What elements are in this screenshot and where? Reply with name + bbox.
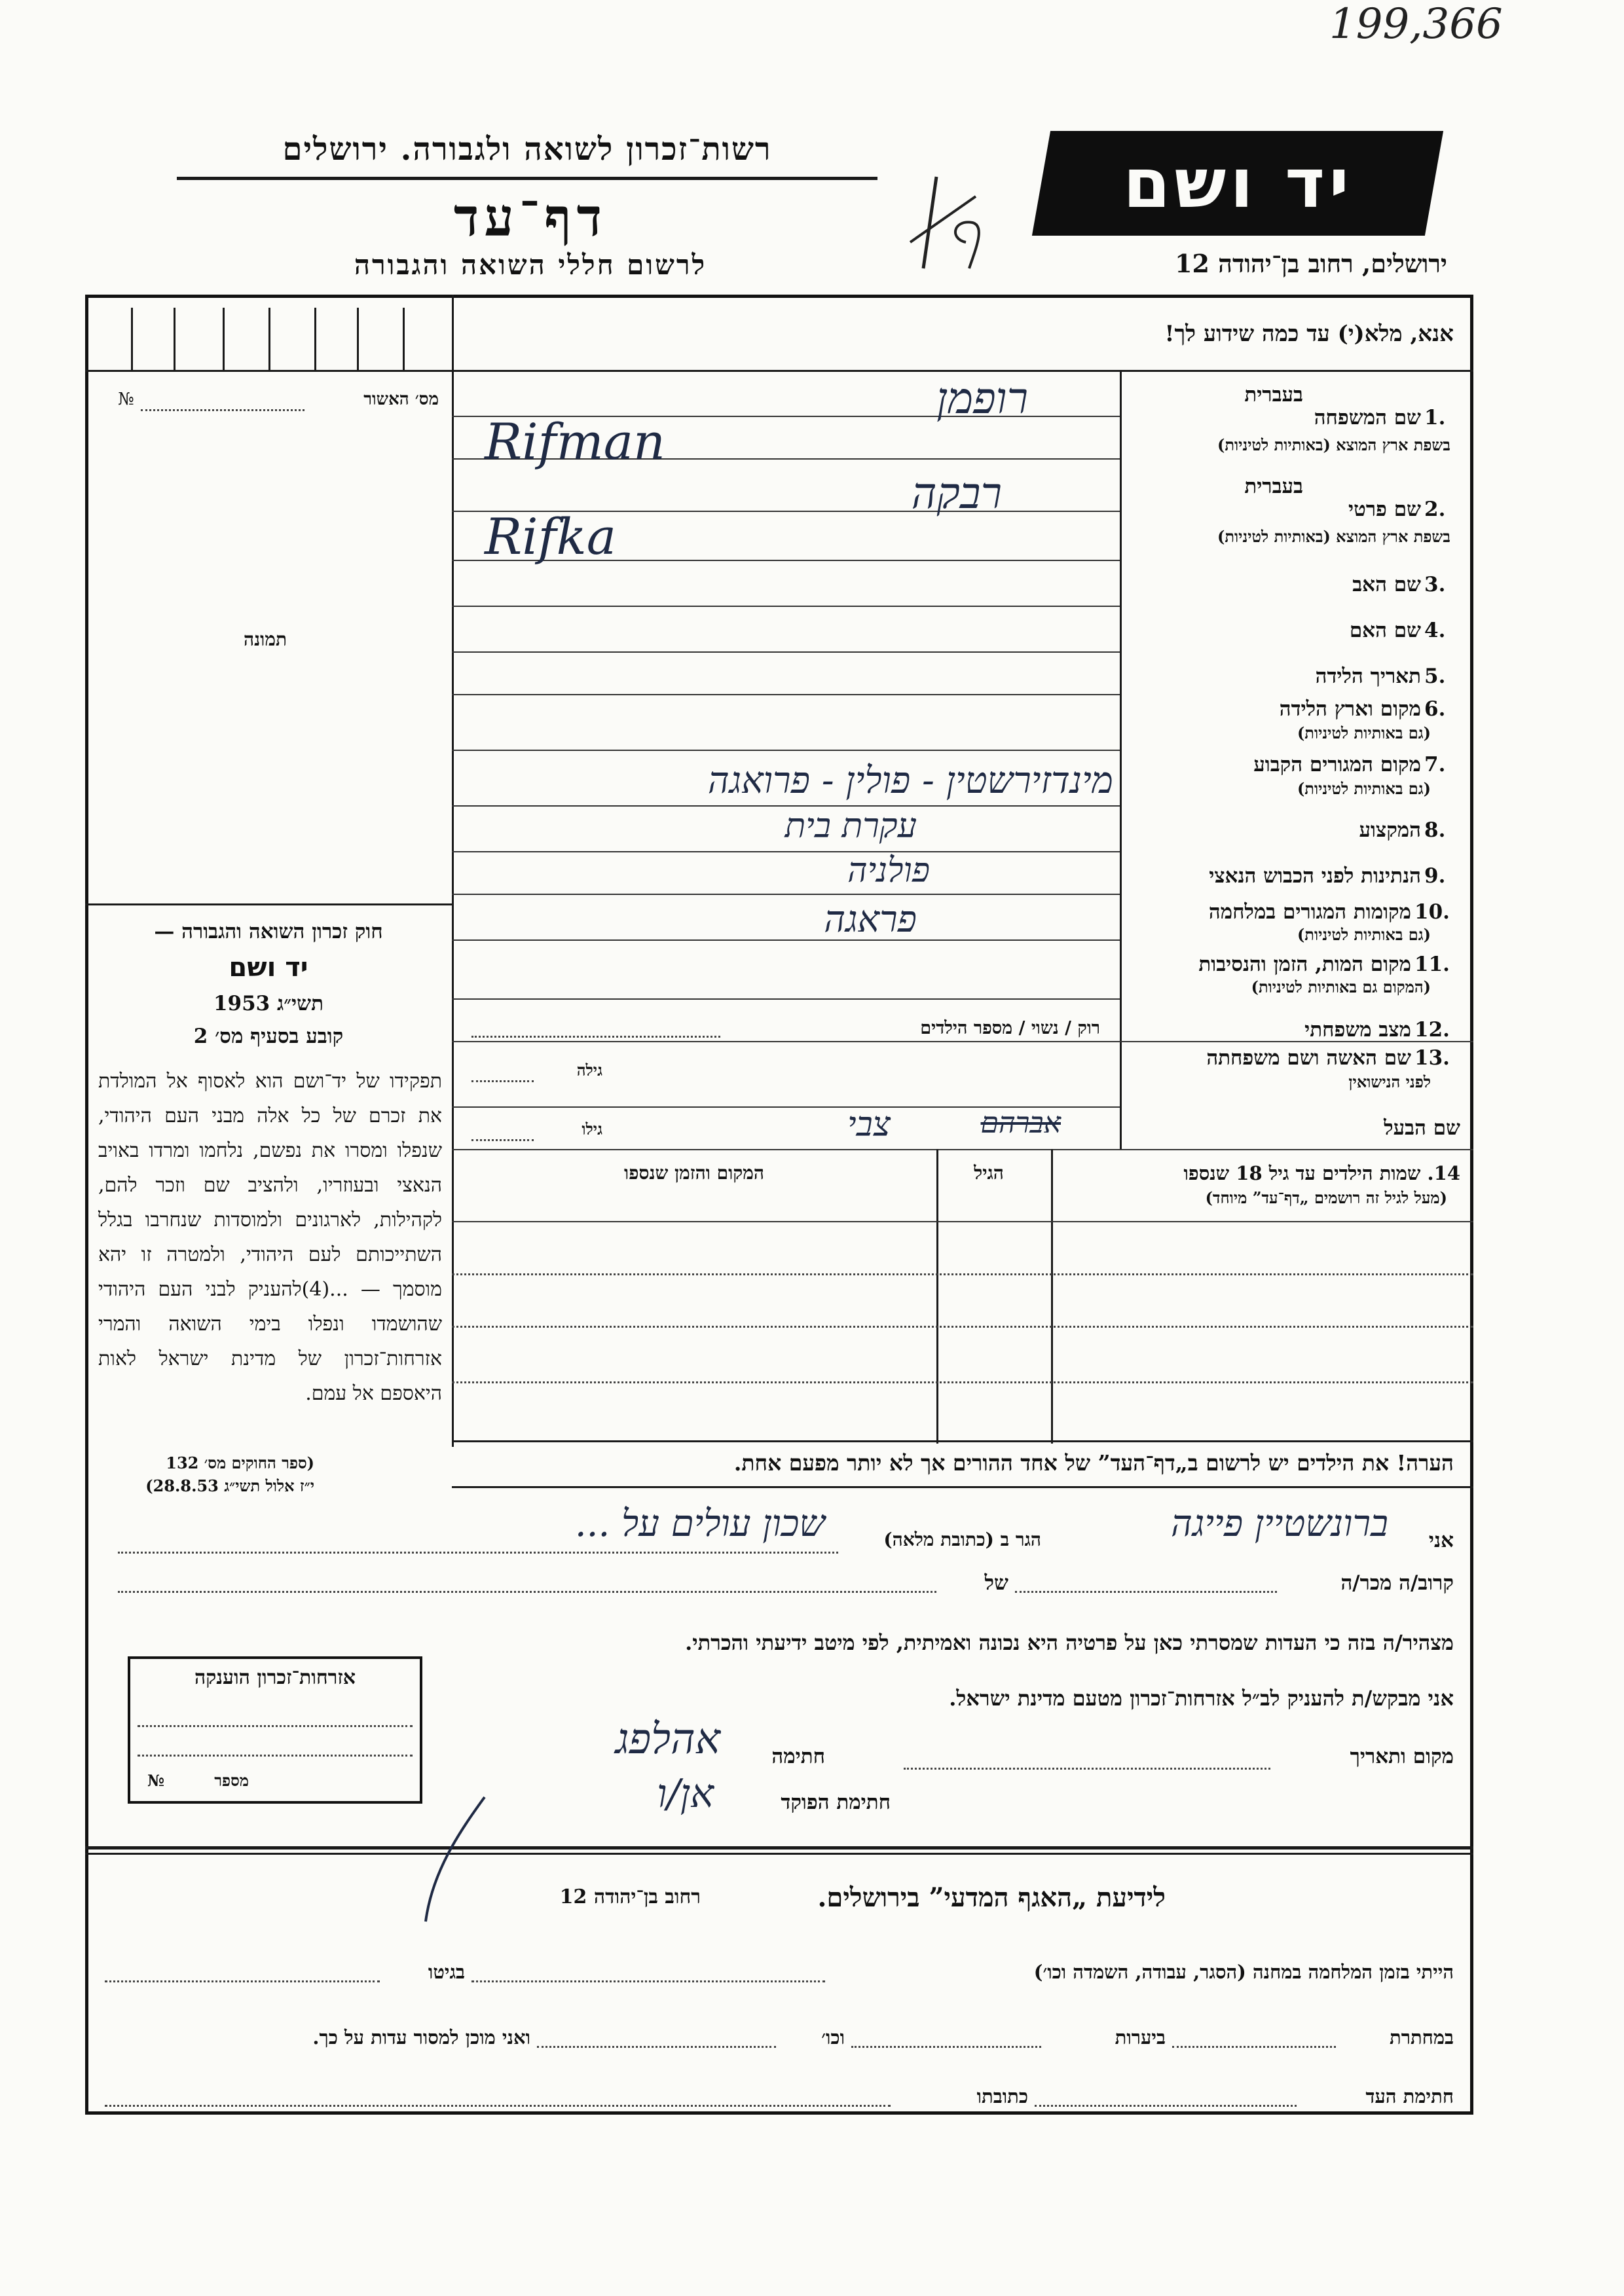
footer-etc: וכו׳ [821,2026,845,2049]
in-hebrew-label-2: בעברית [1244,475,1303,498]
relative-line [1015,1591,1277,1593]
field-11-label: מקום המות, הזמן והנסיבות [1198,953,1411,976]
age-label-female: גילה [576,1061,602,1080]
statement: מצהיר/ה בזה כי העדות שמסרתי כאן על פרטיה היא נכונה ואמיתית, לפי מיטב ידיעתי והכרתי. [685,1630,1454,1655]
field-9-value[interactable]: פולניה [847,851,930,890]
address-line: ירושלים, רחוב בן־יהודה 12 [1175,249,1447,278]
note-bottom-rule [452,1486,1473,1488]
field-4-label: שם האם [1349,619,1421,642]
yad-vashem-logo [1032,131,1443,236]
field-8-number: 8. [1424,818,1446,842]
field-7-number: 7. [1424,753,1446,776]
approval-number-label: מס׳ האשור [363,390,439,409]
children-place-header: המקום והזמן שנספו [624,1162,764,1184]
children-row-dots [452,1326,1473,1328]
field-2-value-latin[interactable]: Rifka [485,507,617,566]
approval-number-sign: № [118,390,134,409]
citizenship-request: אני מבקש/ת להעניק לב״ל אזרחות־זכרון מטעם מדינת ישראל. [949,1686,1454,1711]
footer-witness-sig: חתימת העד [1365,2085,1454,2107]
declarant-address[interactable]: שכון עולים על ... [574,1503,825,1545]
box-tick [357,308,359,370]
field-2-value-hebrew[interactable]: רבקה [911,468,1002,519]
children-row-dots [452,1381,1473,1383]
official-signature-value[interactable]: אן/ו [657,1771,714,1817]
official-signature-label: חתימת הפוקד [781,1791,891,1814]
age-label-male: גילו [581,1120,602,1139]
field-6-label: מקום וארץ הלידה [1279,697,1421,721]
pen-stroke-icon [419,1794,498,1925]
field-3-number: 3. [1424,573,1446,596]
request-line: אנא, מלא(י) עד כמה שידוע לך! [1164,321,1454,347]
hand-mark [904,164,1008,275]
footer-ghetto-line [105,1980,380,1982]
law-name: יד ושם [229,953,308,983]
document-subtitle: לרשום חללי השואה והגבורה [354,249,707,281]
citizenship-number-sign: № [147,1771,165,1790]
age-female-line [471,1080,534,1082]
row-rule [452,894,1120,895]
law-title: חוק זכרון השואה והגבורה — [154,920,383,943]
of-line [118,1591,936,1593]
residing-label: הגר ב (כתובת מלאה) [883,1529,1041,1550]
field-12-label: מצב משפחתי [1304,1018,1411,1042]
field-9-label: הנתינות לפני הכבוש הנאצי [1209,864,1421,888]
address-line [118,1552,838,1554]
declarant-name[interactable]: ברונשטיין פייגה [1171,1503,1388,1545]
field-7-label: מקום המגורים הקבוע [1253,753,1421,776]
declarant-i-label: אני [1428,1529,1454,1552]
hand-mark-icon [904,164,1008,275]
footer-address: כתובתו [976,2085,1028,2107]
box-tick [314,308,316,370]
children-label: 14. שמות הילדים עד גיל 18 שנספו [1183,1162,1460,1184]
law-ref-2: י״ז אלול תשי״ג 28.8.53) [145,1476,314,1495]
approval-number-line [141,409,304,411]
authority-title: רשות־זכרון לשואה ולגבורה. ירושלים [282,131,772,168]
footer-underground: במחתרת [1390,2026,1454,2049]
field-1-label: שם המשפחה [1314,406,1421,429]
box-tick [268,308,270,370]
husband-value[interactable]: צבי [847,1105,891,1144]
field-13-sub: לפני הנישואין [1348,1072,1431,1091]
field-6-number: 6. [1424,697,1446,721]
age-male-line [471,1139,534,1141]
field-11-sub: (המקום גם באותיות לטיניות) [1251,977,1431,996]
relative-label: קרוב/ה מכר/ה [1340,1571,1454,1595]
field-10-number: 10. [1414,900,1450,924]
citizenship-box-line [138,1755,413,1757]
field-10-label: מקומות המגורים במלחמה [1208,900,1411,924]
top-row-rule [85,370,1473,372]
place-date-label: מקום ותאריך [1350,1745,1454,1768]
field-5-number: 5. [1424,665,1446,688]
footer-witness-line [1035,2105,1297,2107]
field-4-number: 4. [1424,619,1446,642]
field-12-number: 12. [1414,1018,1450,1042]
footer-rule [85,1846,1473,1850]
row-rule [452,694,1120,695]
field-8-value[interactable]: עקרת בית [784,807,917,846]
footer-notice: לידיעת „האגף המדעי” בירושלים. [817,1882,1166,1913]
footer-underground-line [1172,2046,1336,2048]
photo-label: תמונה [243,629,287,650]
children-age-header: הגיל [974,1162,1004,1184]
archive-number: 199,366 [1329,0,1503,48]
field-2-label: שם פרטי [1348,498,1421,521]
field-13-label: שם האשה ושם משפחתה [1206,1046,1411,1070]
marital-options: רוק / נשוי / מספר הילדים [920,1018,1100,1038]
footer-forests: ביערות [1115,2026,1166,2049]
field-7-sub: (גם באותיות לטיניות) [1297,779,1431,798]
children-note: הערה! את הילדים יש לרשום ב„דף־העד” של אחד ההורים אך לא יותר מפעם אחת. [733,1450,1454,1476]
children-row-dots [452,1273,1473,1275]
citizenship-box-title: אזרחות־זכרון הוענקה [194,1666,356,1689]
signature-label: חתימה [771,1745,825,1768]
in-hebrew-label-1: בעברית [1244,383,1303,407]
husband-label: שם הבעל [1384,1116,1460,1140]
field-1-sub: בשפת ארץ המוצא (באותיות לטיניות) [1217,435,1450,454]
box-tick [403,308,405,370]
footer-etc-line [537,2046,776,2048]
footer-camp-line [471,1980,825,1982]
footer-address-line [105,2105,891,2107]
field-1-value-hebrew[interactable]: רופמן [936,373,1028,424]
field-8-label: המקצוע [1359,818,1421,842]
row-rule [452,1149,1473,1150]
children-sub: (מעל לגיל זה רושמים „דף־עד” מיוחד) [1205,1188,1447,1207]
footer-rule-2 [85,1853,1473,1855]
children-bottom-rule [452,1440,1473,1442]
row-rule [452,606,1120,607]
children-row-rule [452,1221,1473,1222]
footer-ghetto: בגיטו [428,1961,465,1983]
field-2-number: 2. [1424,498,1446,521]
citizenship-box-line [138,1725,413,1727]
law-text: תפקידו של יד־ושם הוא לאסוף אל המולדת את זכרם של כל אלה מבני העם היהודי, שנפלו ומסרו את נפשם, נלחמו ומרדו באויב הנאצי ובעוזריו, ולהציב שם וזכר להם, לקהילות, לארגונים ולמוסדות שנחרבו בגלל השתייכותם לעם היהודי, ולמטרה זו יהא מוסמך — ...(4)להעניק לבני העם היהודי שהושמדו ונפלו בימי השואה והמרי אזרחות־זכרון של מדינת ישראל לאות היאספם אל עמם. [98,1070,443,1405]
children-count-line [471,1036,720,1038]
field-5-label: תאריך הלידה [1315,665,1421,688]
footer-forests-line [851,2046,1041,2048]
law-section: קובע בסעיף מס׳ 2 [193,1025,344,1048]
citizenship-number-label: מספר [214,1771,249,1790]
photo-bottom-rule [85,903,452,905]
signature-value[interactable]: אהלפג [615,1715,720,1764]
field-13-number: 13. [1414,1046,1450,1070]
law-ref-1: (ספר החוקים מס׳ 132 [166,1453,314,1472]
field-2-sub: בשפת ארץ המוצא (באותיות לטיניות) [1217,527,1450,546]
document-title: דף־עד [453,187,608,248]
field-1-number: 1. [1424,406,1446,429]
field-3-label: שם האב [1352,573,1421,596]
field-10-sub: (גם באותיות לטיניות) [1297,925,1431,944]
field-11-number: 11. [1414,953,1450,976]
footer-testimony: ואני מוכן למסור עדות על כך. [312,2026,530,2049]
box-tick [174,308,175,370]
row-rule [452,998,1120,1000]
field-6-sub: (גם באותיות לטיניות) [1297,723,1431,742]
row-rule [452,750,1120,751]
children-col-divider [936,1149,938,1444]
place-date-line [904,1768,1270,1770]
husband-struck: אברהם [980,1106,1061,1140]
children-col-divider [1051,1149,1053,1444]
authority-underline [177,177,877,180]
field-1-value-latin[interactable]: Rifman [485,412,665,471]
box-tick [131,308,133,370]
footer-line-1: הייתי בזמן המלחמה במחנה (הסגר, עבודה, השמדה וכו׳) [1033,1961,1454,1983]
field-7-value[interactable]: מינדזירשטין - פולין - פרואגה [707,759,1113,802]
logo-text: יד ושם [1122,143,1353,223]
row-rule [452,651,1120,653]
box-tick [223,308,225,370]
stray-pen-stroke [419,1794,498,1925]
values-divider [1120,370,1122,1149]
field-9-number: 9. [1424,864,1446,888]
footer-notice-address: רחוב בן־יהודה 12 [559,1886,701,1908]
field-10-value[interactable]: פראגה [824,898,917,941]
of-label: של [984,1571,1008,1595]
law-year: תשי״ג 1953 [213,992,324,1015]
